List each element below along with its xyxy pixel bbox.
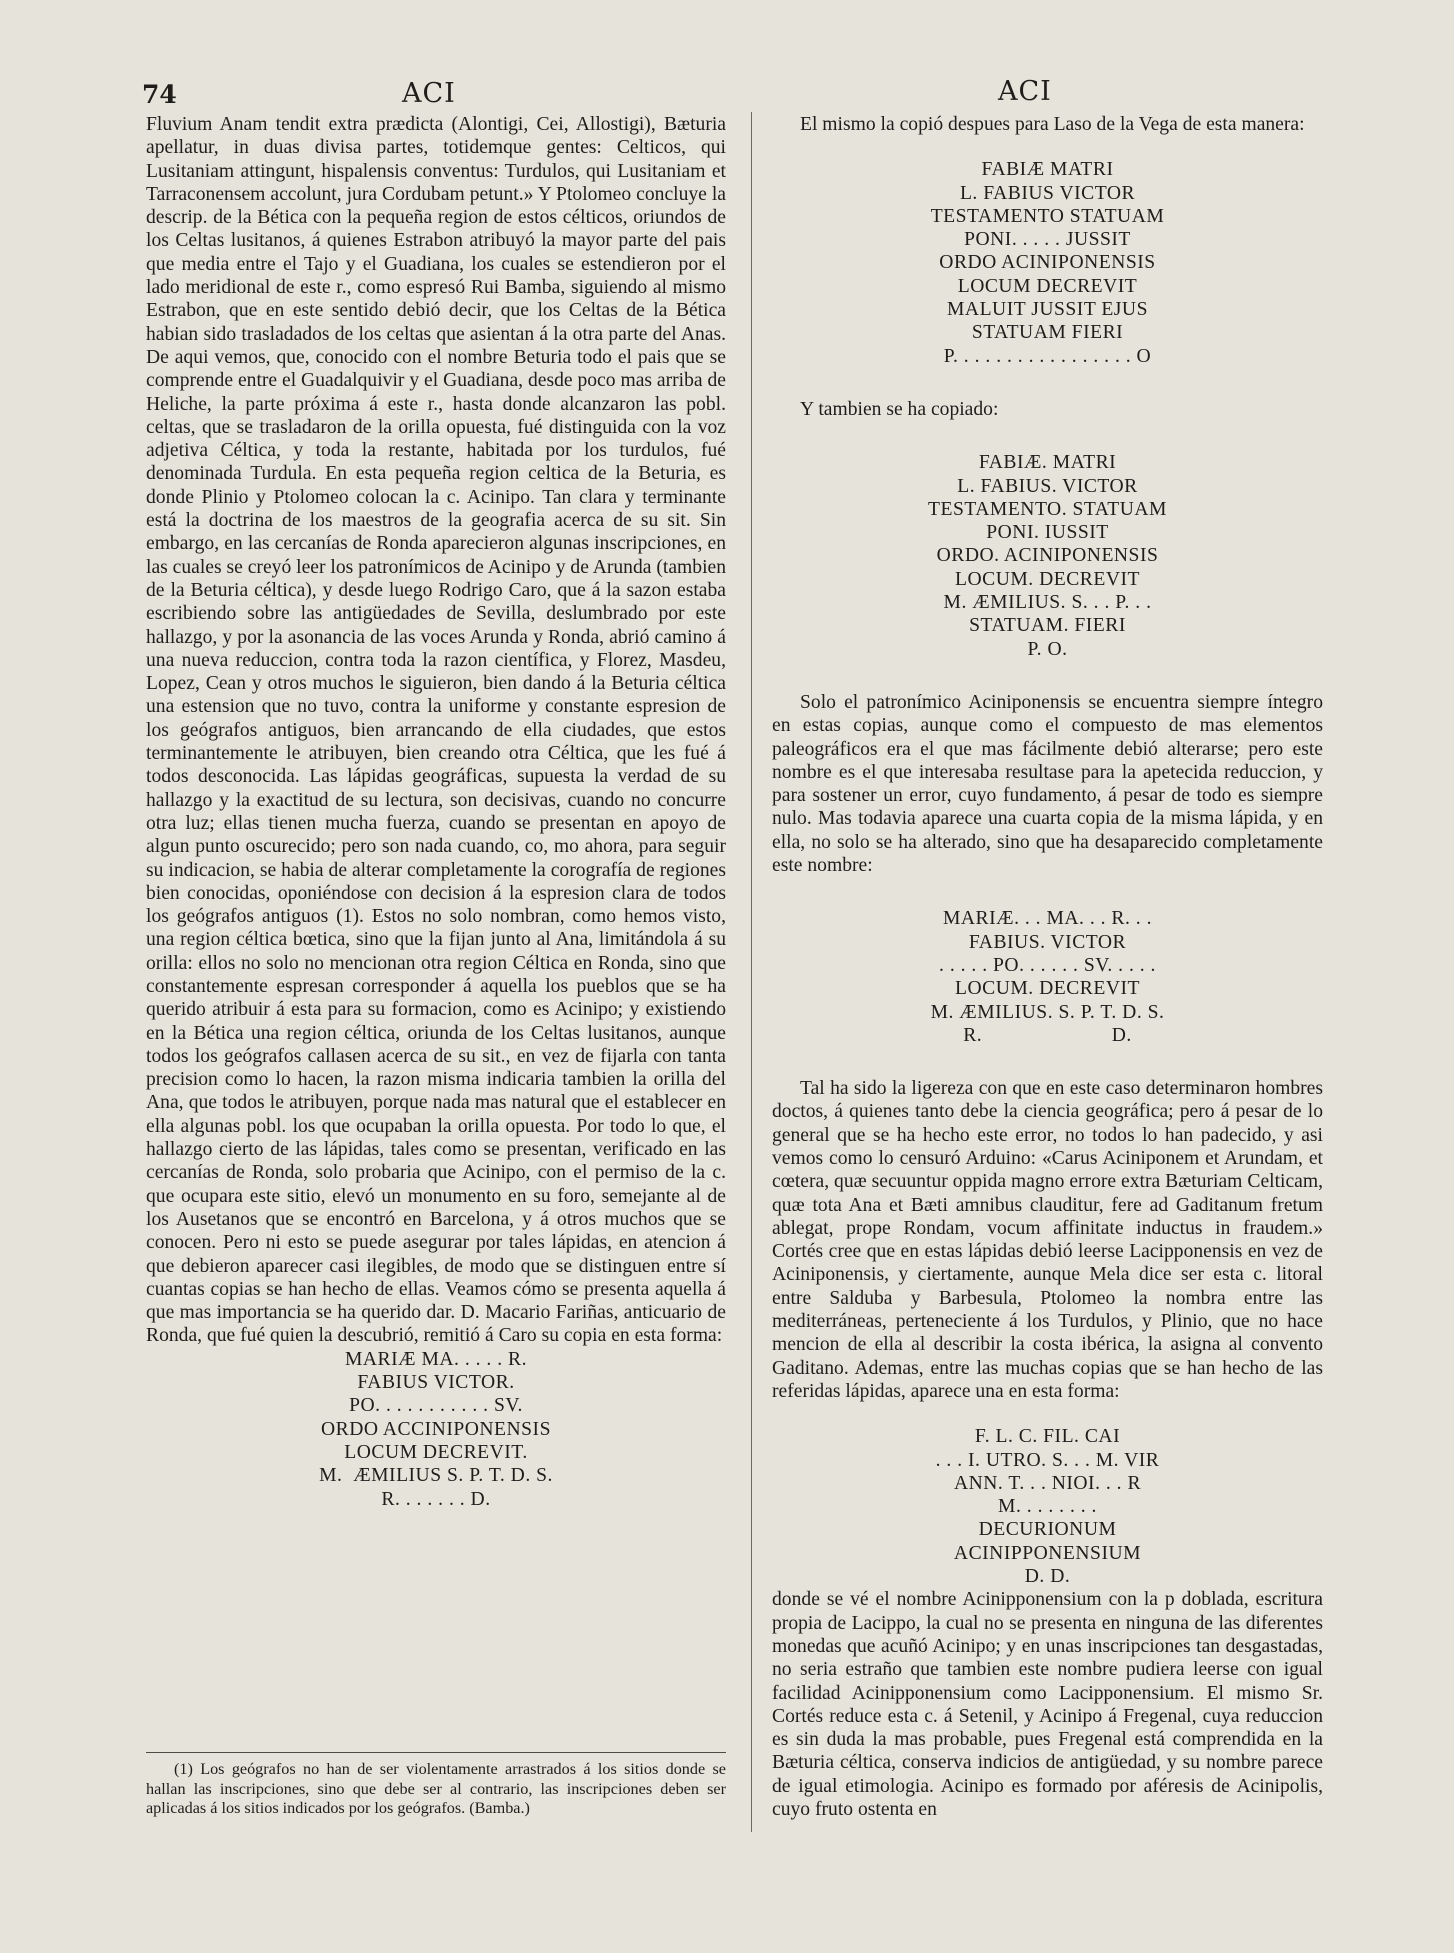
inscription-1 [146,1348,726,1511]
spacer [772,368,1323,398]
footnote [146,1760,726,1819]
right-paragraph-3: Tal ha sido la ligereza con que en este caso determinaron hombres doctos, á quienes tanto debe la ciencia geográfica; pero á pesar de lo general que se ha hecho este error, no todos lo han padecido, y asi vemos como lo censuró Arduino: «Carus Aciniponem et Arundam, et cœtera, quæ secuuntur oppida magno errore extra Bæturiam Celticam, quæ tota Ana et Bæti amnibus clauditur, fere ad Gaditanum fretum ablegat, prope Rondam, vocum affinitate inductus in fraudem.» Cortés cree que en estas lápidas debió leerse Lacipponensis en vez de Aciniponensis, y ciertamente, aunque Mela dice ser esta c. litoral entre Salduba y Barbesula, Ptolomeo la nombra entre las mediterráneas, perteneciente á los Turdulos, y Plinio, que no hace mencion de ella al describir la costa ibérica, la asigna al convento Gaditano. Ademas, entre las muchas copias que se han hecho de las referidas lápidas, aparece una en esta forma: [772,1078,1323,1402]
inscription-line: PONI. . . . . JUSSIT [964,229,1131,251]
spacer [772,136,1323,158]
left-column [146,113,726,1511]
inscription-3 [772,451,1323,661]
inscription-line: TESTAMENTO STATUAM [930,205,1165,227]
right-intro-1: El mismo la copió despues para Laso de la Vega de esta manera: [800,114,1305,135]
spacer [772,661,1323,691]
inscription-line: ORDO. ACINIPONENSIS [936,545,1159,567]
running-head-left: ACI [402,78,456,109]
spacer [772,877,1323,907]
inscription-2 [772,158,1323,368]
inscription-line: L. FABIUS. VICTOR [957,475,1138,497]
inscription-line: ORDO ACINIPONENSIS [939,252,1156,274]
inscription-line: M. ÆMILIUS S. P. T. D. S. [319,1465,553,1487]
inscription-line: LOCUM DECREVIT. [344,1441,528,1463]
inscription-line: MARIÆ MA. . . . . R. [344,1348,527,1370]
inscription-line: PONI. IUSSIT [986,522,1109,544]
inscription-line: M. ÆMILIUS. S. . . P. . . [943,592,1152,614]
spacer [772,1047,1323,1077]
footnote-text: (1) Los geógrafos no han de ser violentamente arrastrados á los sitios donde se hallan las inscripciones, sino que debe ser al contrario, las inscripciones deben ser aplicadas á los sitios indicados por los geógrafos. (Bamba.) [146,1760,726,1817]
inscription-line: LOCUM DECREVIT [957,275,1138,297]
inscription-line: FABIÆ MATRI [981,159,1114,181]
inscription-line: TESTAMENTO. STATUAM [928,498,1167,520]
spacer [772,421,1323,451]
inscription-line: D. D. [1024,1566,1071,1588]
inscription-line: STATUAM FIERI [971,322,1124,344]
inscription-line: M. ÆMILIUS. S. P. T. D. S. [930,1001,1165,1023]
spacer [772,1403,1323,1425]
inscription-line: R. . . . . . . D. [381,1488,491,1510]
inscription-line: ACINIPPONENSIUM [953,1542,1142,1564]
right-paragraph-4: donde se vé el nombre Acinipponensium con la p doblada, escritura propia de Lacippo, la cual no se presenta en ninguna de las diferentes monedas que acuñó Acinipo; y en unas inscripciones tan desgastadas, no seria estraño que tambien este nombre pudiera leerse con igual facilidad Acinipponensium como Lacipponensium. El mismo Sr. Cortés reduce esta c. á Setenil, y Acinipo á Fregenal, cuya reduccion es sin duda la mas probable, pues Fregenal está comprendida en la Bæturia céltica, conserva indicios de antigüedad, y su nombre parece de igual etimologia. Acinipo es formado por aféresis de Acinipolis, cuyo fruto ostenta en [772,1589,1323,1820]
inscription-line: LOCUM. DECREVIT [955,568,1140,590]
footnote-rule [146,1752,726,1753]
inscription-line: STATUAM. FIERI [969,615,1126,637]
left-paragraph-1: Fluvium Anam tendit extra prædicta (Alontigi, Cei, Allostigi), Bæturia apellatur, in duas divisa partes, totidemque gentes: Celticos, qui Lusitaniam attingunt, hispalensis conventus: Turdulos, qui Lusitaniam et Tarraconensem accolunt, jura Cordubam petunt.» Y Ptolomeo concluye la descrip. de la Bética con la pequeña region de estos célticos, oriundos de los Celtas lusitanos, á quienes Estrabon atribuyó la mayor parte del pais que media entre el Tajo y el Guadiana, los cuales se estendieron por el lado meridional de este r., como espresó Rui Bamba, siguiendo al mismo Estrabon, que en este sentido debió decir, que los Celtas de la Bética habian sido trasladados de los celtas que asientan á la otra parte del Anas. De aqui vemos, que, conocido con el nombre Beturia todo el pais que se comprende entre el Guadalquivir y el Guadiana, desde poco mas arriba de Heliche, la parte próxima á este r., hasta donde alcanzaron las pobl. celtas, que se trasladaron de la orilla opuesta, fué distinguida con la voz adjetiva Céltica, y toda la restante, habitada por los turdulos, fué denominada Turdula. En esta pequeña region celtica de la Beturia, es donde Plinio y Ptolomeo colocan la c. Acinipo. Tan clara y terminante está la doctrina de los maestros de la geografia acerca de su sit. Sin embargo, en las cercanías de Ronda aparecieron algunas inscripciones, en las cuales se creyó leer los patronímicos de Acinipo y de Arunda (tambien de la Beturia céltica), y desde luego Rodrigo Caro, que á la sazon estaba escribiendo sobre las antigüedades de Sevilla, deslumbrado por este hallazgo, y por la asonancia de las voces Arunda y Ronda, abrió camino á una nueva reduccion, contra toda la razon científica, y Florez, Masdeu, Lopez, Cean y otros muchos le siguieron, bien dando á la Beturia céltica una estension que no tuvo, contra la uniforme y constante espresion de los geógrafos antiguos, bien arrancando de ella ciudades, que estos terminantemente le atribuyen, bien creando otra Céltica, que les fué á todos desconocida. Las lápidas geográficas, supuesta la verdad de su hallazgo y la exactitud de su lectura, son decisivas, cuando no concurre otra luz; ellas tienen mucha fuerza, cuando se presentan en apoyo de algun punto oscurecido; pero son nada cuando, co, mo ahora, para seguir su indicacion, se habia de alterar completamente la corografía de regiones bien conocidas, oponiéndose con decision á la espresion clara de todos los geógrafos antiguos (1). Estos no solo nombran, como hemos visto, una region céltica bœtica, sino que la fijan junto al Ana, limitándola á su orilla: ellos no solo no mencionan otra region Céltica en Ronda, sino que constantemente espresan corresponder á aquella los pueblos que se ha querido atribuir á esta para su formacion, como es Acinipo; y existiendo en la Bética una region céltica, oriunda de los Celtas lusitanos, aunque todos los geógrafos callasen acerca de su sit., en vez de fijarla con tanta precision como lo hacen, la razon misma indicaria tambien la orilla del Ana, que todos le atribuyen, porque nada mas natural que el establecer en ella algunas pobl. los que ocupaban la orilla opuesta. Por todo lo que, el hallazgo cierto de las lápidas, tales como se presentan, verificado en las cercanías de Ronda, solo probaria que Acinipo, con el permiso de la c. que ocupara este sitio, elevó un monumento en su foro, semejante al de los Ausetanos que se encontró en Barcelona, y á otros muchos que se conocen. Pero ni esto se puede asegurar por tales lápidas, en atencion á que debieron aparecer casi ilegibles, de modo que se distinguen entre sí cuantas copias se han hecho de ellas. Veamos cómo se presenta aquella á que mas importancia se ha querido dar. D. Macario Fariñas, anticuario de Ronda, que fué quien la descubrió, remitió á Caro su copia en esta forma: [146,114,727,1347]
inscription-line: FABIÆ. MATRI [978,452,1117,474]
right-intro-2: Y tambien se ha copiado: [800,398,999,420]
inscription-line: P. . . . . . . . . . . . . . . . . O [943,345,1152,367]
inscription-line: L. FABIUS VICTOR [959,182,1136,204]
inscription-line: ORDO ACCINIPONENSIS [321,1418,551,1440]
inscription-4 [772,907,1323,1047]
inscription-line: F. L. C. FIL. CAI [974,1426,1121,1448]
running-head-right: ACI [998,76,1052,107]
right-paragraph-2: Solo el patronímico Aciniponensis se encuentra siempre íntegro en estas copias, aunque como el compuesto de mas elementos paleográficos era el que mas fácilmente debió alterarse; pero este nombre es el que interesaba resultase para la apetecida reduccion, y para sostener un error, cuyo fundamento, á pesar de todo es siempre nulo. Mas todavia aparece una cuarta copia de la misma lápida, y en ella, no solo se ha alterado, sino que ha desaparecido completamente este nombre: [772,691,1323,877]
inscription-line: MARIÆ. . . MA. . . R. . . [942,908,1152,930]
inscription-line: FABIUS. VICTOR [968,931,1127,953]
inscription-line: ANN. T. . . NIOI. . . R [953,1472,1142,1494]
inscription-line: MALUIT JUSSIT EJUS [947,299,1148,321]
inscription-line: P. O. [1027,638,1068,660]
inscription-5 [772,1425,1323,1588]
inscription-line: PO. . . . . . . . . . . SV. [349,1395,523,1417]
inscription-line: . . . I. UTRO. S. . . M. VIR [935,1449,1160,1471]
inscription-line: . . . . . PO. . . . . . SV. . . . . [939,954,1156,976]
inscription-line: LOCUM. DECREVIT [955,978,1140,1000]
column-divider [751,112,752,1832]
inscription-line: M. . . . . . . . [998,1496,1097,1518]
right-column [772,113,1323,1821]
inscription-line: FABIUS VICTOR. [357,1372,515,1394]
page-number: 74 [142,80,177,109]
inscription-line: DECURIONUM [978,1519,1117,1541]
inscription-line: R. D. [963,1024,1132,1046]
